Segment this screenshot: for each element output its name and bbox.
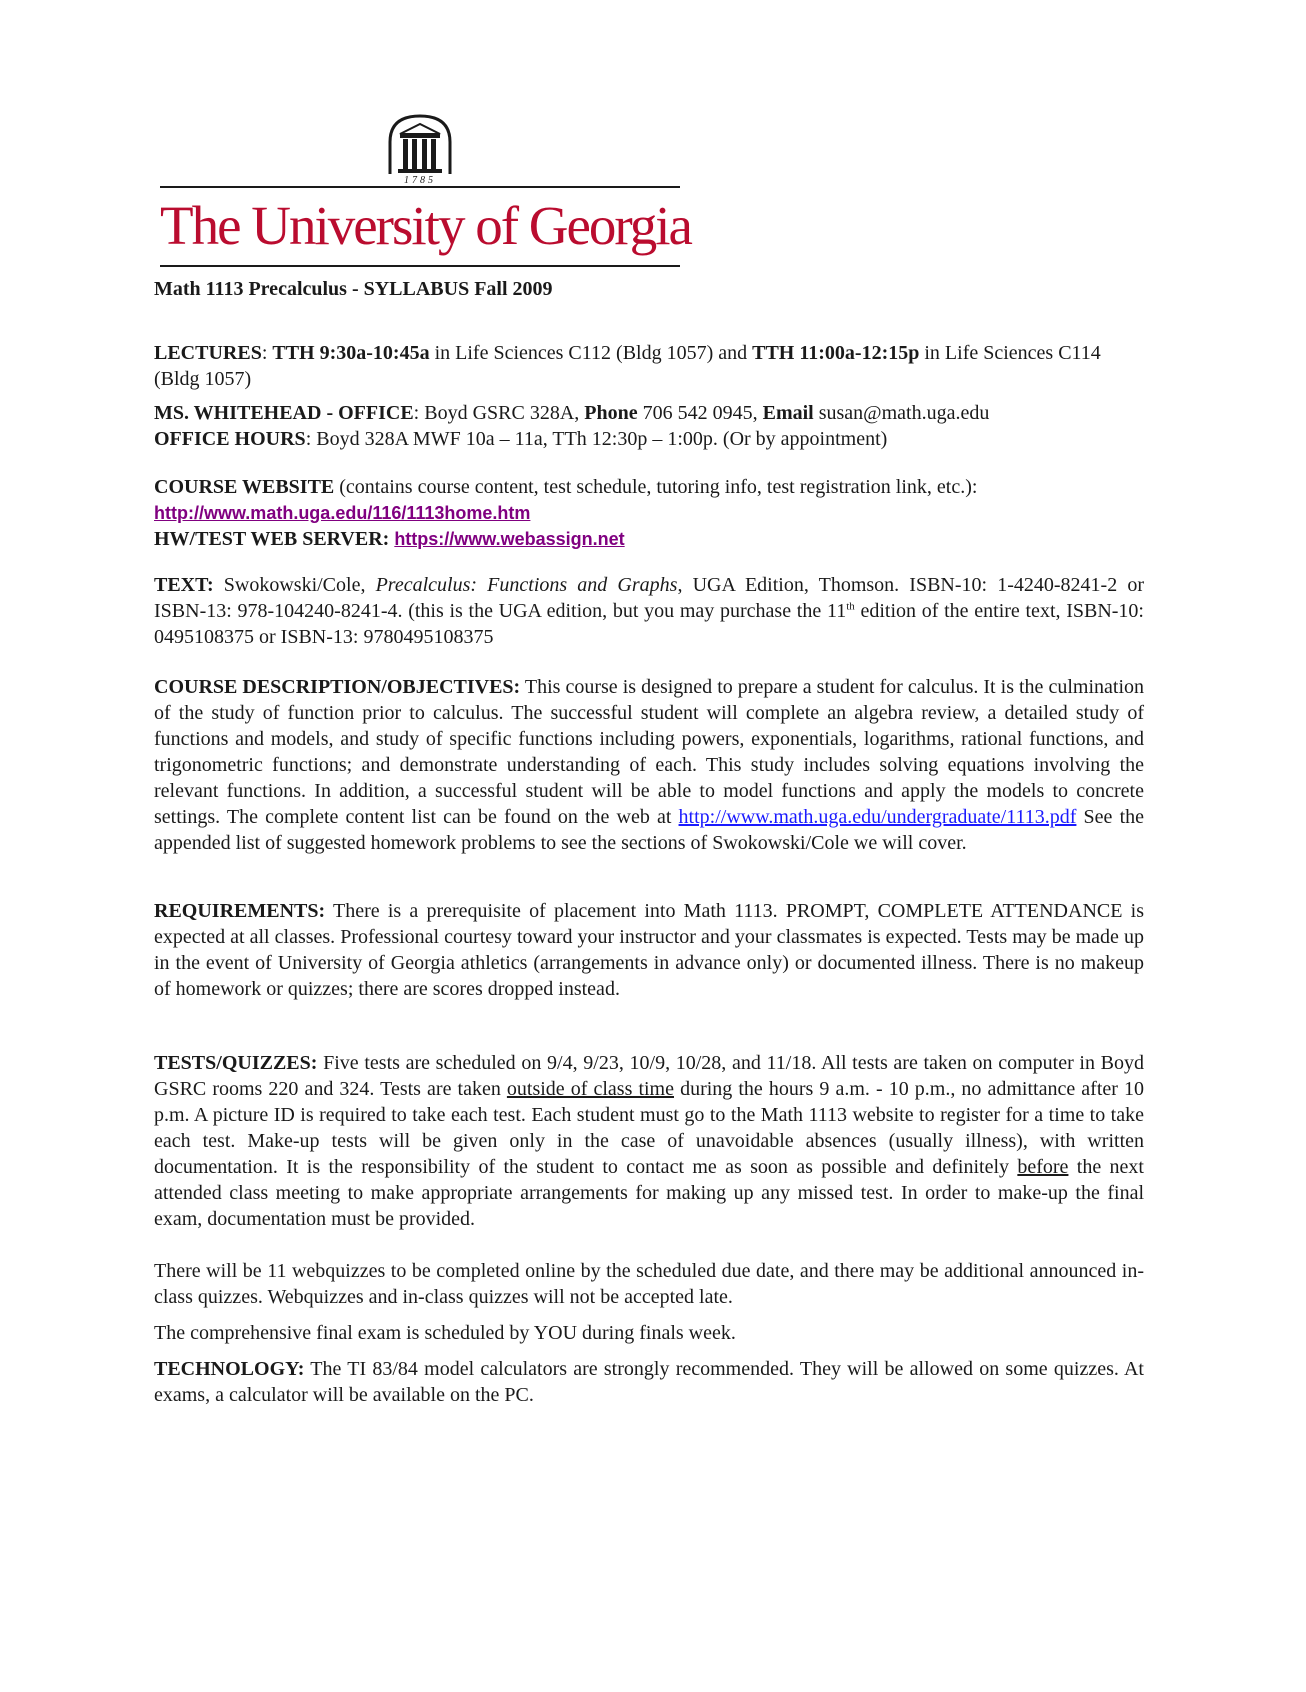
tests-section <box>154 1050 1144 1232</box>
text-isbn: , UGA Edition, Thomson. ISBN-10: 1-4240-8241-2 or ISBN-13: 978-104240-8241-4. (this is the UGA edition, but you may purchase the 11 <box>154 574 1144 622</box>
text-section <box>154 572 1144 650</box>
office-hours-label: OFFICE HOURS <box>154 428 306 450</box>
description-section <box>154 674 1144 856</box>
phone-label: Phone <box>584 402 638 424</box>
tests-label: TESTS/QUIZZES: <box>154 1052 318 1074</box>
logo-rule-top <box>160 186 680 188</box>
instructor-label: MS. WHITEHEAD - OFFICE <box>154 402 414 424</box>
lecture-place-2: in Life Sciences C114 (Bldg 1057) <box>154 342 1101 390</box>
page-title: Math 1113 Precalculus - SYLLABUS Fall 2009 <box>154 278 553 300</box>
phone-number: 706 542 0945, <box>637 402 763 424</box>
arch-icon <box>386 112 454 178</box>
description-body: This course is designed to prepare a student for calculus. It is the culmination of the study of function prior to calculus. The successful student will complete an algebra review, a detailed study of functions and models, and study of specific functions including powers, exponentials, logarithms, rational functions, and trigonometric functions; and demonstrate understanding of each. This study includes solving equations involving the relevant functions. In addition, a successful student will be able to model functions and apply the models to concrete settings. The complete content list can be found on the web at <box>154 676 1145 828</box>
technology-label: TECHNOLOGY: <box>154 1358 305 1380</box>
email-label: Email <box>762 402 814 424</box>
logo-rule-bottom <box>160 265 680 267</box>
text-author: Swokowski/Cole, <box>213 574 376 596</box>
office-location: : Boyd GSRC 328A, <box>413 402 585 424</box>
instructor-section <box>154 400 1144 452</box>
email-address: susan@math.uga.edu <box>813 402 990 424</box>
website-section <box>154 474 1144 552</box>
tests-underline-1: outside of class time <box>506 1078 674 1100</box>
logo-wordmark: The University of Georgia <box>160 195 691 256</box>
logo-year: 1785 <box>388 175 452 186</box>
content-list-link[interactable]: http://www.math.uga.edu/undergraduate/1113.pdf <box>678 806 1077 828</box>
tests-body-1: Five tests are scheduled on 9/4, 9/23, 10/9, 10/28, and 11/18. All tests are taken on computer in Boyd GSRC rooms 220 and 324. Tests are taken <box>154 1052 1144 1100</box>
lecture-place-1: in Life Sciences C112 (Bldg 1057) and <box>429 342 753 364</box>
book-title: Precalculus: Functions and Graphs <box>375 574 678 596</box>
lectures-label: LECTURES <box>154 342 262 364</box>
requirements-section <box>154 898 1144 1002</box>
tests-underline-2: before <box>1017 1156 1069 1178</box>
office-hours: : Boyd 328A MWF 10a – 11a, TTh 12:30p – 1:00p. (Or by appointment) <box>305 428 888 450</box>
webassign-link[interactable]: https://www.webassign.net <box>394 529 625 549</box>
final-exam-paragraph: The comprehensive final exam is scheduled by YOU during finals week. <box>154 1322 736 1344</box>
requirements-body: There is a prerequisite of placement into Math 1113. PROMPT, COMPLETE ATTENDANCE is expected at all classes. Professional courtesy toward your instructor and your classmates is expected. Tests may be made up in the event of University of Georgia athletics (arrangements in advance only) or documented illness. There is no makeup of homework or quizzes; there are scores dropped instead. <box>154 900 1144 1000</box>
website-label: COURSE WEBSITE <box>154 476 335 498</box>
server-label: HW/TEST WEB SERVER: <box>154 528 390 550</box>
lectures-section: LECTURES: TTH 9:30a-10:45a in Life Sciences C112 (Bldg 1057) and TTH 11:00a-12:15p in Life Sciences C114 (Bldg 1057) <box>154 342 1101 390</box>
requirements-label: REQUIREMENTS: <box>154 900 326 922</box>
technology-body: The TI 83/84 model calculators are strongly recommended. They will be allowed on some quizzes. At exams, a calculator will be available on the PC. <box>154 1358 1144 1406</box>
technology-section <box>154 1356 1144 1408</box>
description-label: COURSE DESCRIPTION/OBJECTIVES: <box>154 676 521 698</box>
edition-superscript: th <box>846 600 855 613</box>
tests-body-3: the next attended class meeting to make appropriate arrangements for making up any missed test. In order to make-up the final exam, documentation must be provided. <box>154 1156 1144 1230</box>
university-logo <box>160 102 691 270</box>
description-tail: See the appended list of suggested homework problems to see the sections of Swokowski/Cole we will cover. <box>154 806 1144 854</box>
webquizzes-paragraph: There will be 11 webquizzes to be completed online by the scheduled due date, and there may be additional announced in-class quizzes. Webquizzes and in-class quizzes will not be accepted late. <box>154 1260 1144 1308</box>
website-desc: (contains course content, test schedule, tutoring info, test registration link, etc.): <box>334 476 978 498</box>
tests-body-2: during the hours 9 a.m. - 10 p.m., no admittance after 10 p.m. A picture ID is required to take each test. Each student must go to the Math 1113 website to register for a time to take each test. Make-up tests will be given only in the case of unavoidable absences (usually illness), with written documentation. It is the responsibility of the student to contact me as soon as possible and definitely <box>154 1078 1145 1178</box>
text-label: TEXT: <box>154 574 214 596</box>
course-website-link[interactable]: http://www.math.uga.edu/116/1113home.htm <box>154 503 531 523</box>
lecture-time-1: TTH 9:30a-10:45a <box>272 342 430 364</box>
text-edition: edition of the entire text, ISBN-10: 0495108375 or ISBN-13: 9780495108375 <box>154 600 1144 648</box>
lecture-time-2: TTH 11:00a-12:15p <box>752 342 920 364</box>
